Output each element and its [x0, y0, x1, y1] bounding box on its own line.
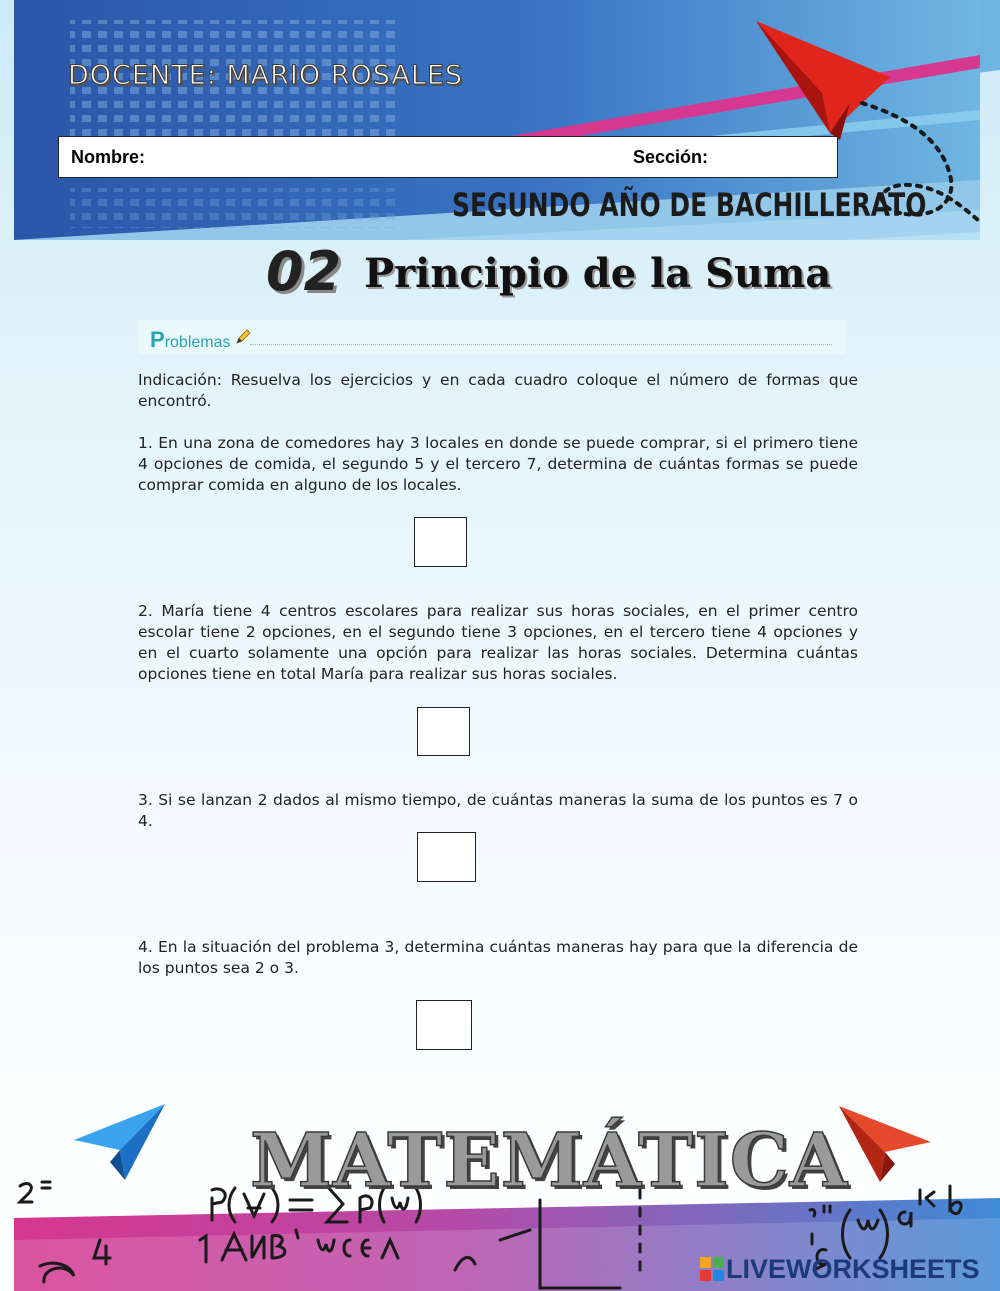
grade-level: SEGUNDO AÑO DE BACHILLERATO: [452, 186, 927, 224]
paper-plane-red-icon: [835, 1102, 935, 1187]
problems-label-initial: P: [150, 327, 165, 352]
teacher-name: DOCENTE: MARIO ROSALES: [68, 60, 464, 91]
problems-section-header: [138, 320, 846, 354]
subject-title: MATEMÁTICA: [250, 1118, 849, 1204]
problem-3-text: 3. Si se lanzan 2 dados al mismo tiempo, de cuántas maneras la suma de los puntos es 7 o 4.: [138, 791, 858, 830]
liveworksheets-logo-icon: [700, 1257, 724, 1281]
problem-1-text: 1. En una zona de comedores hay 3 locales en donde se puede comprar, si el primero tiene 4 opciones de comida, el segundo 5 y el tercero 7, determina de cuántas formas se puede comprar comida en alguno de los locales.: [138, 434, 858, 494]
answer-box-3[interactable]: [417, 832, 476, 882]
lesson-number: 02: [266, 240, 342, 303]
instructions: Indicación: Resuelva los ejercicios y en cada cuadro coloque el número de formas que encontró.: [138, 371, 858, 410]
lesson-title: Principio de la Suma: [364, 250, 832, 297]
section-label: Sección:: [633, 147, 709, 167]
problems-label-rest: roblemas: [164, 334, 231, 351]
paper-plane-blue-icon: [70, 1100, 170, 1185]
problem-2-text: 2. María tiene 4 centros escolares para realizar sus horas sociales, en el primer centro escolar tiene 2 opciones, en el segundo tiene 3 opciones, en el tercero tiene 4 opciones y en el cuarto solamente una opción para realizar las horas sociales. Determina cuántas opciones tiene en total María para realizar sus horas sociales.: [138, 602, 858, 683]
answer-box-1[interactable]: [414, 517, 467, 567]
liveworksheets-brand: LIVEWORKSHEETS: [726, 1254, 980, 1284]
student-info-box: [58, 136, 838, 178]
name-label: Nombre:: [71, 147, 146, 167]
problems-label: [150, 327, 231, 353]
answer-box-2[interactable]: [417, 707, 470, 756]
problem-4-text: 4. En la situación del problema 3, determina cuántas maneras hay para que la diferencia de los puntos sea 2 o 3.: [138, 938, 858, 977]
answer-box-4[interactable]: [416, 1000, 472, 1050]
dotted-rule: [250, 344, 832, 345]
